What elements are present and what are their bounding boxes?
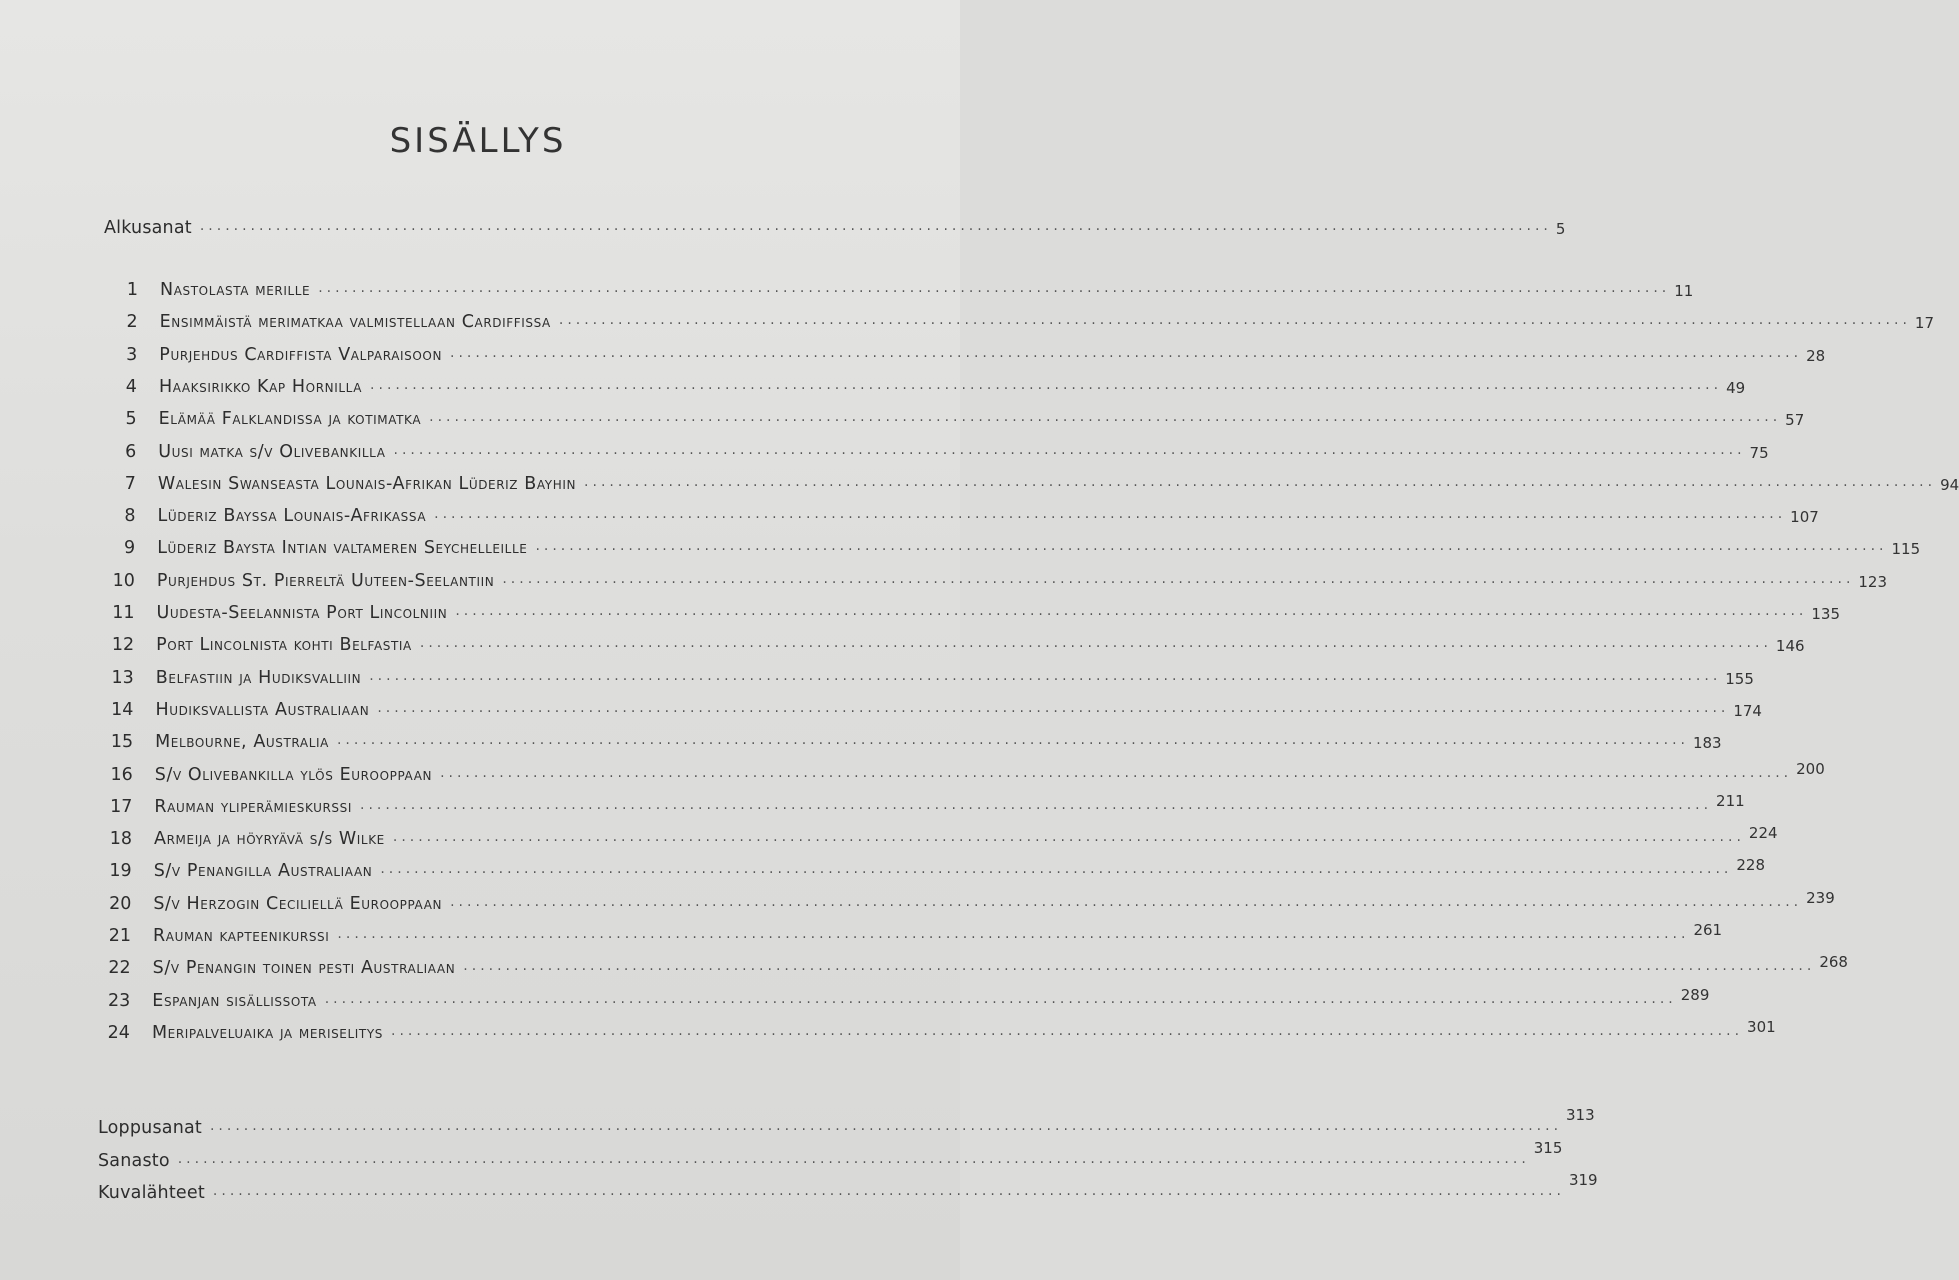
chapter-entry [99, 367, 1746, 397]
page-title: SISÄLLYS [389, 120, 567, 161]
page-number: 313 [1566, 1106, 1595, 1124]
chapter-entry [98, 464, 1959, 494]
chapter-number: 7 [124, 473, 136, 494]
chapter-number: 8 [124, 506, 136, 527]
page-number: 301 [1747, 1017, 1776, 1036]
chapter-entry [93, 948, 1848, 979]
dot-leader: ................................................................................................................................................................ [209, 1118, 1563, 1134]
dot-leader: ................................................................................................................................................................ [336, 732, 1689, 749]
chapter-number: 21 [108, 926, 131, 946]
chapter-entry [98, 432, 1769, 462]
chapter-title: Purjehdus Cardiffista Valparaisoon [159, 344, 443, 365]
page-number: 28 [1806, 346, 1826, 365]
chapter-number: 4 [125, 376, 137, 397]
dot-leader: ................................................................................................................................................................ [318, 280, 1671, 296]
dot-leader: ................................................................................................................................................................ [502, 570, 1855, 587]
chapter-entry [97, 561, 1888, 591]
chapter-number: 6 [125, 441, 137, 462]
chapter-title: Uusi matka s/v Olivebankilla [158, 441, 386, 462]
section-title: Alkusanat [104, 218, 192, 238]
chapter-entry [99, 335, 1826, 365]
page-number: 289 [1680, 985, 1710, 1004]
chapter-entry [95, 755, 1825, 785]
dot-leader: ................................................................................................................................................................ [199, 218, 1552, 234]
chapter-title: Belfastiin ja Hudiksvalliin [155, 667, 362, 688]
chapter-number: 9 [124, 538, 136, 559]
dot-leader: ................................................................................................................................................................ [392, 829, 1745, 846]
chapter-number: 5 [125, 409, 137, 430]
chapter-entry [94, 819, 1778, 850]
page-number: 155 [1725, 669, 1754, 688]
chapter-number: 22 [108, 958, 131, 979]
page-number: 123 [1858, 572, 1888, 591]
dot-leader: ................................................................................................................................................................ [558, 312, 1911, 329]
page-number: 115 [1891, 540, 1921, 559]
chapter-entry [94, 851, 1766, 882]
chapter-title: Hudiksvallista Australiaan [155, 699, 370, 720]
chapter-number: 17 [110, 796, 133, 817]
chapter-number: 24 [107, 1022, 130, 1043]
page-number: 17 [1914, 314, 1934, 333]
dot-leader: ................................................................................................................................................................ [370, 376, 1723, 393]
chapter-title: Ensimmäistä merimatkaa valmistellaan Cardiffissa [159, 312, 551, 333]
page-number: 261 [1693, 921, 1723, 939]
chapter-entry [95, 690, 1762, 720]
dot-leader: ................................................................................................................................................................ [535, 538, 1888, 555]
page-number: 200 [1796, 759, 1825, 778]
chapter-number: 19 [109, 861, 132, 882]
chapter-title: Haaksirikko Kap Hornilla [158, 376, 363, 397]
chapter-entry [92, 1013, 1776, 1043]
chapter-number: 10 [112, 570, 135, 591]
page-number: 75 [1749, 443, 1769, 462]
chapter-title: Uudesta-Seelannista Port Lincolniin [156, 603, 448, 623]
chapter-title: Armeija ja höyryävä s/s Wilke [154, 829, 385, 850]
section-title: Kuvalähteet [98, 1183, 205, 1203]
page-number: 315 [1533, 1138, 1563, 1157]
page-number: 174 [1733, 701, 1762, 720]
page-number: 11 [1674, 282, 1694, 300]
chapter-title: Walesin Swanseasta Lounais-Afrikan Lüderiz Bayhin [157, 473, 577, 494]
dot-leader: ................................................................................................................................................................ [377, 699, 1730, 716]
dot-leader: ................................................................................................................................................................ [584, 473, 1937, 490]
page-number: 107 [1790, 508, 1819, 527]
page-number: 183 [1692, 734, 1722, 753]
page-number: 319 [1568, 1171, 1598, 1189]
dot-leader: ................................................................................................................................................................ [419, 635, 1772, 652]
page-number: 239 [1806, 888, 1835, 907]
chapter-title: Espanjan sisällissota [152, 990, 317, 1011]
chapter-number: 12 [111, 635, 135, 656]
page-number: 146 [1775, 637, 1805, 656]
chapter-title: Lüderiz Bayssa Lounais-Afrikassa [157, 506, 427, 527]
chapter-entry [99, 399, 1805, 430]
section-title: Sanasto [98, 1150, 170, 1171]
section-title: Loppusanat [98, 1118, 202, 1138]
dot-leader: ................................................................................................................................................................ [450, 893, 1803, 910]
page-number: 94 [1940, 475, 1959, 494]
dot-leader: ................................................................................................................................................................ [434, 506, 1787, 523]
chapter-number: 20 [109, 893, 132, 914]
page-number: 211 [1716, 791, 1745, 810]
chapter-entry [98, 496, 1819, 527]
chapter-number: 1 [126, 280, 138, 300]
dot-leader: ................................................................................................................................................................ [429, 409, 1782, 426]
chapter-entry [92, 981, 1710, 1011]
page-number: 268 [1819, 953, 1848, 972]
dot-leader: ................................................................................................................................................................ [177, 1150, 1530, 1167]
dot-leader: ................................................................................................................................................................ [450, 344, 1803, 361]
chapter-title: Lüderiz Baysta Intian valtameren Seychelleille [157, 538, 528, 559]
dot-leader: ................................................................................................................................................................ [463, 958, 1816, 975]
page-number: 224 [1748, 824, 1778, 843]
chapter-title: Elämää Falklandissa ja kotimatka [158, 409, 422, 430]
chapter-number: 23 [108, 990, 131, 1011]
chapter-title: Meripalveluaika ja meriselitys [151, 1022, 383, 1043]
chapter-number: 18 [109, 829, 133, 850]
chapter-number: 2 [126, 312, 138, 333]
chapter-number: 14 [111, 699, 134, 720]
dot-leader: ................................................................................................................................................................ [393, 441, 1746, 458]
back-matter-entry [98, 1138, 1563, 1171]
chapter-title: Rauman kapteenikurssi [153, 926, 330, 946]
dot-leader: ................................................................................................................................................................ [360, 796, 1713, 813]
chapter-entry [94, 787, 1745, 817]
chapter-number: 3 [126, 344, 138, 365]
chapter-title: Rauman yliperämieskurssi [154, 796, 353, 817]
chapter-entry [95, 722, 1722, 753]
chapter-entry [96, 658, 1754, 688]
front-matter-entry [104, 208, 1566, 238]
chapter-title: Port Lincolnista kohti Belfastia [156, 635, 412, 656]
back-matter-entry [98, 1171, 1598, 1203]
chapter-title: Nastolasta merille [160, 280, 311, 300]
chapter-entry [97, 593, 1841, 623]
page-number: 135 [1811, 605, 1841, 623]
chapter-number: 16 [110, 764, 133, 785]
chapter-entry [93, 916, 1723, 946]
chapter-title: Melbourne, Australia [155, 732, 329, 753]
chapter-entry [100, 302, 1934, 333]
page-number: 228 [1736, 856, 1766, 875]
chapter-entry [97, 528, 1921, 559]
chapter-title: S/v Olivebankilla ylös Eurooppaan [154, 764, 433, 785]
dot-leader: ................................................................................................................................................................ [337, 926, 1690, 942]
chapter-number: 11 [112, 603, 135, 623]
chapter-number: 15 [110, 732, 134, 753]
dot-leader: ................................................................................................................................................................ [212, 1183, 1565, 1199]
chapter-entry [96, 625, 1805, 656]
chapter-title: S/v Penangin toinen pesti Australiaan [152, 958, 456, 979]
chapter-entry [100, 270, 1694, 300]
dot-leader: ................................................................................................................................................................ [324, 990, 1677, 1007]
chapter-title: Purjehdus St. Pierreltä Uuteen-Seelantiin [156, 570, 495, 591]
dot-leader: ................................................................................................................................................................ [380, 861, 1733, 878]
chapter-number: 13 [111, 667, 134, 688]
page-number: 49 [1726, 378, 1746, 397]
page-number: 57 [1785, 411, 1805, 430]
back-matter-entry [98, 1106, 1595, 1138]
page-number: 5 [1555, 220, 1566, 238]
dot-leader: ................................................................................................................................................................ [440, 764, 1793, 781]
chapter-title: S/v Herzogin Ceciliellä Eurooppaan [153, 893, 443, 914]
chapter-entry [93, 884, 1835, 914]
dot-leader: ................................................................................................................................................................ [391, 1022, 1744, 1039]
dot-leader: ................................................................................................................................................................ [455, 603, 1808, 619]
dot-leader: ................................................................................................................................................................ [369, 667, 1722, 684]
chapter-title: S/v Penangilla Australiaan [153, 861, 373, 882]
